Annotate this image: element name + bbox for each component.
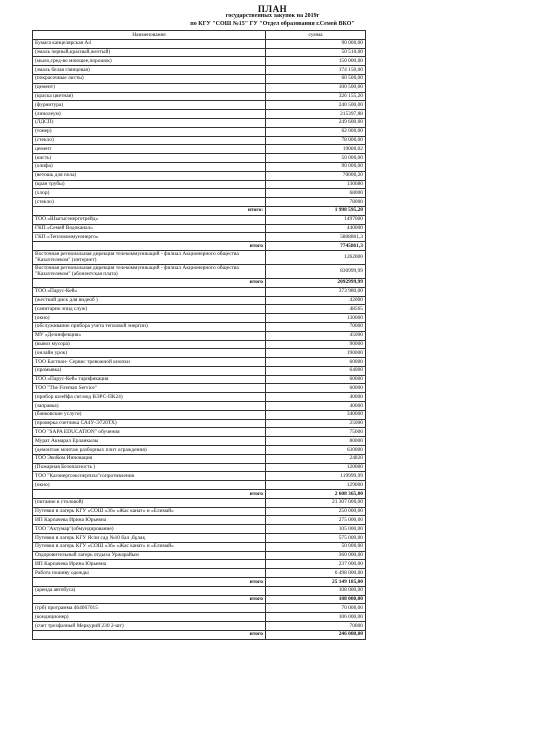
table-row	[33, 92, 366, 101]
table-row	[33, 145, 366, 154]
item-name: (банковские услуги)	[33, 410, 266, 419]
table-row	[33, 171, 366, 180]
item-sum: 105 000,00	[266, 525, 366, 534]
item-name: ТОО Бастион- Сервис тревожной кнопки	[33, 358, 266, 367]
item-name: Оздоровительный лагерь отдыха Уржарайым	[33, 551, 266, 560]
item-sum: 42000	[266, 296, 366, 305]
table-row	[33, 551, 366, 560]
item-name: Путевки в лагерь КГУ Ясли сад №10 бал ,бұлақ	[33, 534, 266, 543]
item-sum: 1262000	[266, 250, 366, 264]
item-name: (аренда автобуса)	[33, 586, 266, 595]
total-row	[33, 578, 366, 587]
table-row	[33, 127, 366, 136]
item-name: (кисть)	[33, 154, 266, 163]
item-sum: 215397,88	[266, 110, 366, 119]
total-sum: 246 000,00	[266, 630, 366, 639]
item-sum: 90 000,00	[266, 162, 366, 171]
total-row	[33, 490, 366, 499]
item-name: ТОО «Парус-Кей» тарификация	[33, 375, 266, 384]
item-name: Работа пошиву одежды	[33, 569, 266, 578]
item-name: (эмаль белая глянцевая)	[33, 66, 266, 75]
table-row	[33, 446, 366, 455]
item-sum: 250 000,00	[266, 507, 366, 516]
table-row	[33, 189, 366, 198]
item-name: (промывка)	[33, 366, 266, 375]
item-name: (цемент)	[33, 83, 266, 92]
table-row	[33, 472, 366, 481]
item-sum: 630000	[266, 446, 366, 455]
table-row	[33, 542, 366, 551]
item-name: ТОО "Казэнергоэкспертиза"сопротивления	[33, 472, 266, 481]
total-label: итого	[33, 278, 266, 287]
table-row	[33, 463, 366, 472]
item-name: (Пожарная Безопасность )	[33, 463, 266, 472]
column-header-name: Наименование	[33, 31, 266, 40]
item-sum: 174 150,00	[266, 66, 366, 75]
document-subtitle: государственных закупок на 2019г	[225, 13, 320, 19]
item-name: ИП Карпачева Ирина Юрьевна	[33, 560, 266, 569]
item-sum: 48565	[266, 305, 366, 314]
table-row	[33, 507, 366, 516]
item-name: ИП Карпачева Ирина Юрьевна	[33, 516, 266, 525]
table-row	[33, 525, 366, 534]
item-sum: 360 000,00	[266, 551, 366, 560]
item-sum: 373 980,00	[266, 287, 366, 296]
item-name: ТОО «Парус-Кей»	[33, 287, 266, 296]
table-row	[33, 198, 366, 207]
total-sum: 2092999,99	[266, 278, 366, 287]
item-name: (ЛДСП)	[33, 118, 266, 127]
column-header-sum: сумма	[266, 31, 366, 40]
table-row	[33, 233, 366, 242]
table-row	[33, 215, 366, 224]
table-row	[33, 437, 366, 446]
item-name: (кондиционер)	[33, 613, 266, 622]
table-row	[33, 402, 366, 411]
item-sum: 78 000,00	[266, 136, 366, 145]
total-sum: 1 998 595,20	[266, 206, 366, 215]
item-sum: 60000	[266, 384, 366, 393]
table-row	[33, 48, 366, 57]
item-name: (хлор)	[33, 189, 266, 198]
item-sum: 130000	[266, 314, 366, 323]
item-name: (проверка счетчика СА4У-Э720ТХ)	[33, 419, 266, 428]
item-name: (стекло)	[33, 198, 266, 207]
table-row	[33, 305, 366, 314]
total-label: итого	[33, 490, 266, 499]
table-row	[33, 419, 366, 428]
table-row	[33, 180, 366, 189]
table-row	[33, 110, 366, 119]
item-sum: 130680	[266, 180, 366, 189]
table-row	[33, 454, 366, 463]
table-row	[33, 622, 366, 631]
item-name: (ветошь для пола)	[33, 171, 266, 180]
item-sum: 64000	[266, 366, 366, 375]
item-sum: 1497000	[266, 215, 366, 224]
item-sum: 25000	[266, 419, 366, 428]
total-label: итого	[33, 242, 266, 251]
item-sum: 340000	[266, 410, 366, 419]
item-sum: 75000	[266, 428, 366, 437]
item-name: (окно)	[33, 481, 266, 490]
item-sum: 275 000,00	[266, 516, 366, 525]
item-name: (демонтаж монтаж разборных плит ограждения)	[33, 446, 266, 455]
table-row	[33, 428, 366, 437]
item-sum: 70000,20	[266, 171, 366, 180]
total-sum: 25 149 185,00	[266, 578, 366, 587]
table-row	[33, 340, 366, 349]
table-body	[33, 39, 366, 639]
total-label: итого:	[33, 206, 266, 215]
table-row	[33, 57, 366, 66]
item-sum: 100 500,00	[266, 83, 366, 92]
table-row	[33, 586, 366, 595]
table-row	[33, 604, 366, 613]
item-name: (санитарно эпид служ)	[33, 305, 266, 314]
table-row	[33, 366, 366, 375]
item-sum: 24820	[266, 454, 366, 463]
item-sum: 70000	[266, 322, 366, 331]
item-sum: 90000	[266, 340, 366, 349]
item-sum: 575 000,00	[266, 534, 366, 543]
table-row	[33, 74, 366, 83]
item-name: (тонер)	[33, 127, 266, 136]
total-sum: 2 608 365,00	[266, 490, 366, 499]
item-name: ТОО ЭкоКом Инновация	[33, 454, 266, 463]
table-row	[33, 393, 366, 402]
item-sum: 240 500,00	[266, 101, 366, 110]
item-name: (обслуживание прибора учета тепловой энергии)	[33, 322, 266, 331]
table-row	[33, 118, 366, 127]
item-name: (онлайн урок)	[33, 349, 266, 358]
table-row	[33, 481, 366, 490]
table-row	[33, 162, 366, 171]
item-name: ТОО "Актумар"(обмундирование)	[33, 525, 266, 534]
item-name: (заправка)	[33, 402, 266, 411]
item-name: Бумага канцелярская А4	[33, 39, 266, 48]
table-row	[33, 560, 366, 569]
table-row	[33, 498, 366, 507]
item-sum: 60 500,00	[266, 74, 366, 83]
item-name: ТОО "The Fireman Service"	[33, 384, 266, 393]
table-row	[33, 39, 366, 48]
item-name: (окно)	[33, 314, 266, 323]
item-sum: 40000	[266, 402, 366, 411]
total-sum: 108 000,00	[266, 595, 366, 604]
item-name: (вывоз мусора)	[33, 340, 266, 349]
item-name: (олифа)	[33, 162, 266, 171]
total-row	[33, 630, 366, 639]
table-header-row	[33, 31, 366, 40]
item-sum: 249 600,00	[266, 118, 366, 127]
item-sum: 108 000,00	[266, 586, 366, 595]
item-sum: 440000	[266, 224, 366, 233]
item-name: ГКП «Теплокоммунэнерго»	[33, 233, 266, 242]
item-sum: 62 000,00	[266, 127, 366, 136]
item-name: (грб) программа 464067015	[33, 604, 266, 613]
item-name: (линолеум)	[33, 110, 266, 119]
table-row	[33, 534, 366, 543]
table-row	[33, 287, 366, 296]
item-name: МУ «Дезинфекция»	[33, 331, 266, 340]
table-row	[33, 136, 366, 145]
item-sum: 68000	[266, 189, 366, 198]
table-row	[33, 349, 366, 358]
item-name: (кран трубы)	[33, 180, 266, 189]
item-sum: 190000	[266, 349, 366, 358]
item-sum: 45000	[266, 331, 366, 340]
item-name: (жесткий диск для видеоб )	[33, 296, 266, 305]
item-sum: 50 000,00	[266, 154, 366, 163]
total-row	[33, 278, 366, 287]
table-row	[33, 410, 366, 419]
item-sum: 830999,99	[266, 264, 366, 278]
item-sum: 19000,02	[266, 145, 366, 154]
table-row	[33, 375, 366, 384]
total-row	[33, 242, 366, 251]
table-row	[33, 613, 366, 622]
item-name: (мыло,сред-во моющее,порошок)	[33, 57, 266, 66]
item-sum: 90 000,00	[266, 39, 366, 48]
item-sum: 237 000,00	[266, 560, 366, 569]
table-row	[33, 569, 366, 578]
item-name: Мурат Акмарал Ерланкызы	[33, 437, 266, 446]
item-sum: 78000	[266, 198, 366, 207]
item-sum: 80000	[266, 437, 366, 446]
table-row	[33, 224, 366, 233]
table-row	[33, 516, 366, 525]
item-name: Путевки в лагерь КГУ «СОШ «36» «Жас канат» и «Елимай»	[33, 507, 266, 516]
item-sum: 70000	[266, 622, 366, 631]
item-name: ТОО «Шыгысэнерготрейд»	[33, 215, 266, 224]
item-name: (эмаль черный,красный,желтый)	[33, 48, 266, 57]
table-row	[33, 101, 366, 110]
item-name: (стекло)	[33, 136, 266, 145]
table-row	[33, 296, 366, 305]
item-sum: 21 307 000,00	[266, 498, 366, 507]
table-row	[33, 384, 366, 393]
table-row	[33, 154, 366, 163]
total-sum: 7745861,3	[266, 242, 366, 251]
table-row	[33, 358, 366, 367]
table-row	[33, 331, 366, 340]
total-row	[33, 595, 366, 604]
table-row	[33, 314, 366, 323]
item-sum: 150 000,00	[266, 57, 366, 66]
total-row	[33, 206, 366, 215]
item-sum: 70 000,00	[266, 604, 366, 613]
item-name: ТОО "SAPA EDUCATION" обучения	[33, 428, 266, 437]
document-title: ПЛАН	[257, 4, 288, 14]
item-name: (прибор шлейфа сиг.мод ВЭРС-ПК24)	[33, 393, 266, 402]
item-sum: 129000	[266, 481, 366, 490]
item-name: (питание в столовой)	[33, 498, 266, 507]
procurement-table	[32, 30, 366, 640]
item-sum: 6 498 000,00	[266, 569, 366, 578]
item-sum: 40000	[266, 393, 366, 402]
table-row	[33, 66, 366, 75]
item-sum: 119999,99	[266, 472, 366, 481]
table-row	[33, 83, 366, 92]
item-sum: 106 000,00	[266, 613, 366, 622]
item-name: (фурнитура)	[33, 101, 266, 110]
item-sum: 326 155,20	[266, 92, 366, 101]
table-row	[33, 264, 366, 278]
item-name: Путевки в лагерь КГУ «СОШ «36» «Жас канат» и «Елимай»	[33, 542, 266, 551]
item-sum: 5808861,3	[266, 233, 366, 242]
table-row	[33, 250, 366, 264]
item-sum: 60000	[266, 375, 366, 384]
item-sum: 120000	[266, 463, 366, 472]
item-sum: 50 510,00	[266, 48, 366, 57]
item-name: цемент	[33, 145, 266, 154]
table-row	[33, 322, 366, 331]
item-name: Восточная региональная дирекция телекоммуникаций - филиал Акционерного общества "Казахтелеком" (абонентская плата)	[33, 264, 266, 278]
total-label: итого	[33, 595, 266, 604]
item-name: ГКП «Семей Водоканал»	[33, 224, 266, 233]
organization-line: по КГУ "СОШ №15" ГУ "Отдел образования г.Семей ВКО"	[190, 21, 355, 27]
item-name: Восточная региональная дирекция телекоммуникаций - филиал Акционерного общества "Казахтелеком" (интернет)	[33, 250, 266, 264]
total-label: итого	[33, 578, 266, 587]
item-name: (покрасочные листы)	[33, 74, 266, 83]
total-label: итого	[33, 630, 266, 639]
item-name: (счет трехфазный Меркурий 230 2-шт)	[33, 622, 266, 631]
item-name: (краска цветная)	[33, 92, 266, 101]
item-sum: 60000	[266, 358, 366, 367]
item-sum: 50 000,00	[266, 542, 366, 551]
